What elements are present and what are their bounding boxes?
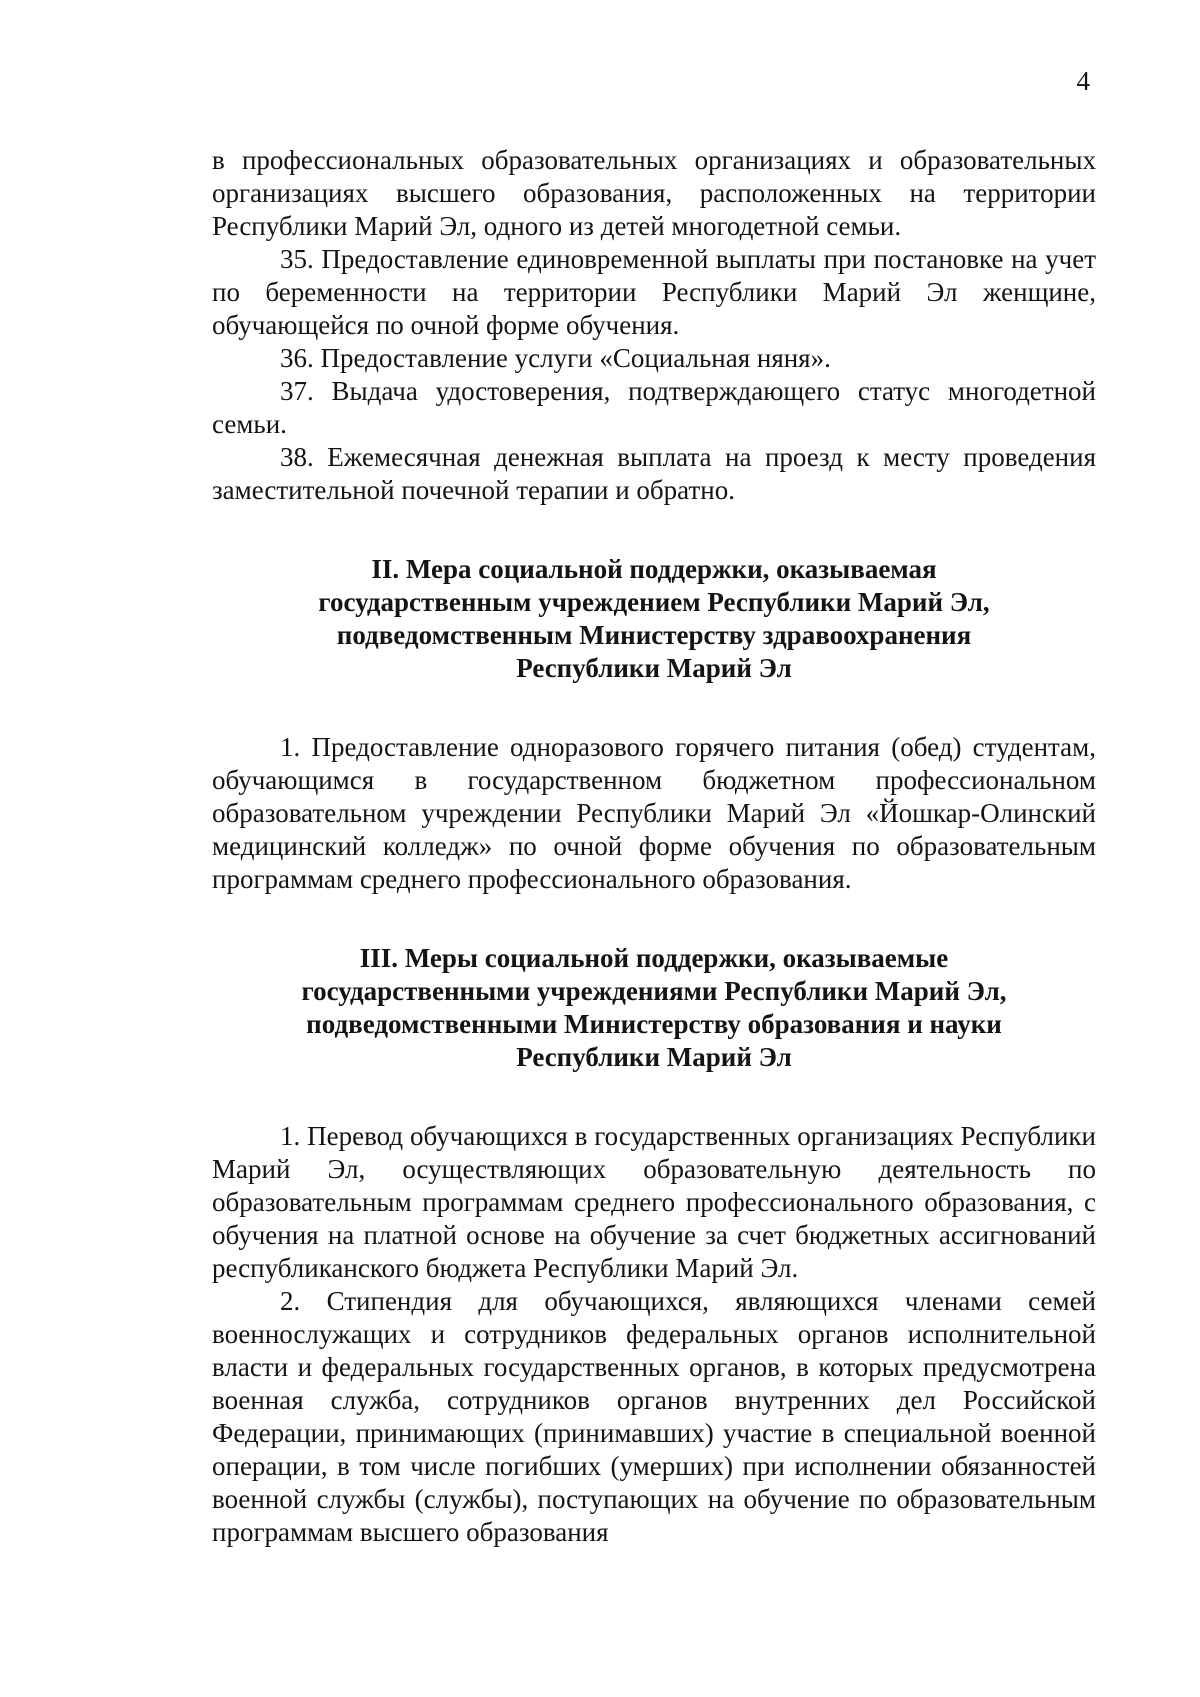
section-3-heading bbox=[212, 942, 1096, 1074]
paragraph-continuation: в профессиональных образовательных организациях и образовательных организациях высшего образования, расположенных на территории Республики Марий Эл, одного из детей многодетной семьи. bbox=[212, 145, 1096, 241]
page-number: 4 bbox=[1076, 66, 1090, 96]
section-3-heading-line: Республики Марий Эл bbox=[516, 1042, 792, 1072]
section-3-paragraph-2: 2. Стипендия для обучающихся, являющихся членами семей военнослужащих и сотрудников федеральных органов исполнительной власти и федеральных государственных органов, в которых предусмотрена военная служба, сотрудников органов внутренних дел Российской Федерации, принимающих (принимавших) участие в специальной военной операции, в том числе погибших (умерших) при исполнении обязанностей военной службы (службы), поступающих на обучение по образовательным программам высшего образования bbox=[212, 1286, 1096, 1547]
section-2-paragraph-1: 1. Предоставление одноразового горячего питания (обед) студентам, обучающимся в государственном бюджетном профессиональном образовательном учреждении Республики Марий Эл «Йошкар-Олинский медицинский колледж» по очной форме обучения по образовательным программам среднего профессионального образования. bbox=[212, 732, 1096, 894]
section-2-heading-line: Республики Марий Эл bbox=[516, 653, 792, 683]
section-2-heading bbox=[212, 553, 1096, 685]
section-2-heading-line: государственным учреждением Республики Марий Эл, bbox=[318, 587, 990, 617]
paragraph-item-35: 35. Предоставление единовременной выплаты при постановке на учет по беременности на территории Республики Марий Эл женщине, обучающейся по очной форме обучения. bbox=[212, 244, 1096, 340]
section-2-heading-line: подведомственным Министерству здравоохранения bbox=[336, 620, 972, 650]
section-3-heading-line: III. Меры социальной поддержки, оказываемые bbox=[359, 943, 949, 973]
section-3-heading-line: подведомственными Министерству образования и науки bbox=[306, 1009, 1002, 1039]
document-body bbox=[212, 144, 1096, 1549]
paragraph-item-38: 38. Ежемесячная денежная выплата на проезд к месту проведения заместительной почечной терапии и обратно. bbox=[212, 442, 1096, 505]
section-2-heading-line: II. Мера социальной поддержки, оказываемая bbox=[371, 554, 937, 584]
paragraph-item-37: 37. Выдача удостоверения, подтверждающего статус многодетной семьи. bbox=[212, 376, 1096, 439]
section-3-paragraph-1: 1. Перевод обучающихся в государственных организациях Республики Марий Эл, осуществляющих образовательную деятельность по образовательным программам среднего профессионального образования, с обучения на платной основе на обучение за счет бюджетных ассигнований республиканского бюджета Республики Марий Эл. bbox=[212, 1121, 1096, 1283]
section-3-heading-line: государственными учреждениями Республики Марий Эл, bbox=[301, 976, 1007, 1006]
paragraph-item-36: 36. Предоставление услуги «Социальная няня». bbox=[280, 343, 831, 373]
